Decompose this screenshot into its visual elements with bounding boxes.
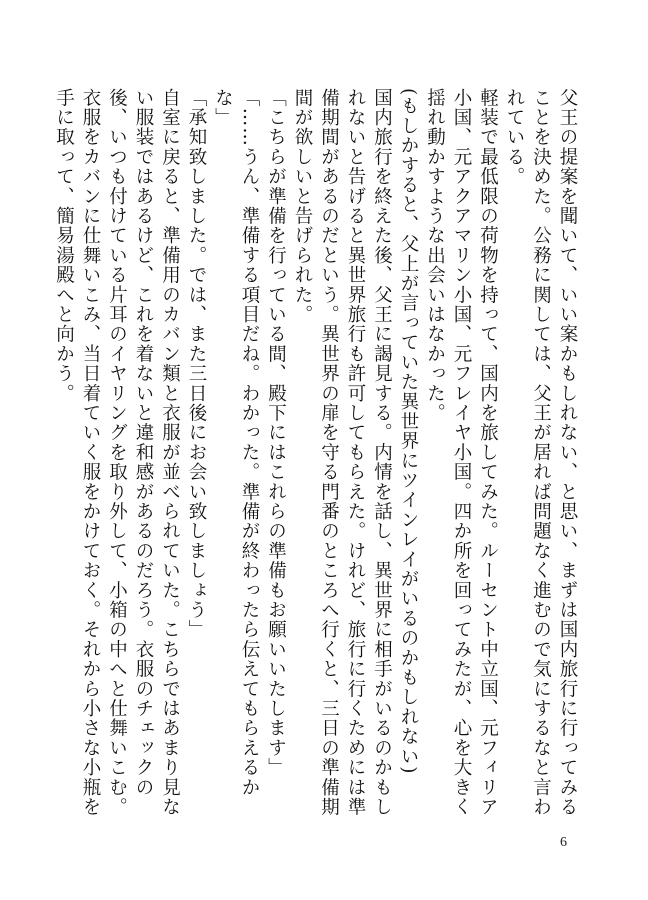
page-number: 6 (560, 835, 567, 850)
vertical-text-body (53, 88, 580, 818)
paragraph-3: (もしかすると、父上が言っていた異世界にツインレイがいるのかもしれない) (398, 88, 419, 775)
paragraph-9: 衣服をカバンに仕舞いこみ、当日着ていく服をかけておく。それから小さな小瓶を手に取って、簡易湯殿へと向かう。 (53, 88, 101, 817)
paragraph-5: 「こちらが準備を行っている間、殿下にはこれらの準備もお願いいたします」 (265, 88, 287, 778)
paragraph-7: 「承知致しました。では、また三日後にお会い致しましょう」 (186, 88, 207, 640)
paragraph-2: 軽装で最低限の荷物を持って、国内を旅してみた。ルーセント中立国、元フィリア小国、元アクアマリン小国、元フレイヤ小国。四か所を回ってみたが、心を大きく揺れ動かすような出会いはなかった。 (424, 88, 499, 817)
paragraph-1: 父王の提案を聞いて、いい案かもしれない、と思い、まずは国内旅行に行ってみることを決めた。公務に関しては、父王が居れば問題なく進むので気にするなと言われている。 (504, 88, 578, 817)
paragraph-8: 自室に戻ると、準備用のカバン類と衣服が並べられていた。こちらではあまり見ない服装ではあるけど、これを着ないと違和感があるのだろう。衣服のチェックの後、いつも付けている片耳のイヤリングを取り外して、小箱の中へと仕舞いこむ。 (106, 88, 181, 817)
paragraph-6: 「……うん、準備する項目だね。わかった。準備が終わったら伝えてもらえるかな」 (212, 88, 260, 798)
paragraph-4: 国内旅行を終えた後、父王に謁見する。内情を話し、異世界に相手がいるのかもしれないと告げると異世界旅行も許可してもらえた。けれど、旅行に行くためには準備期間があるのだという。異世界の扉を守る門番のところへ行くと、三日の準備期間が欲しいと告げられた。 (292, 88, 393, 817)
